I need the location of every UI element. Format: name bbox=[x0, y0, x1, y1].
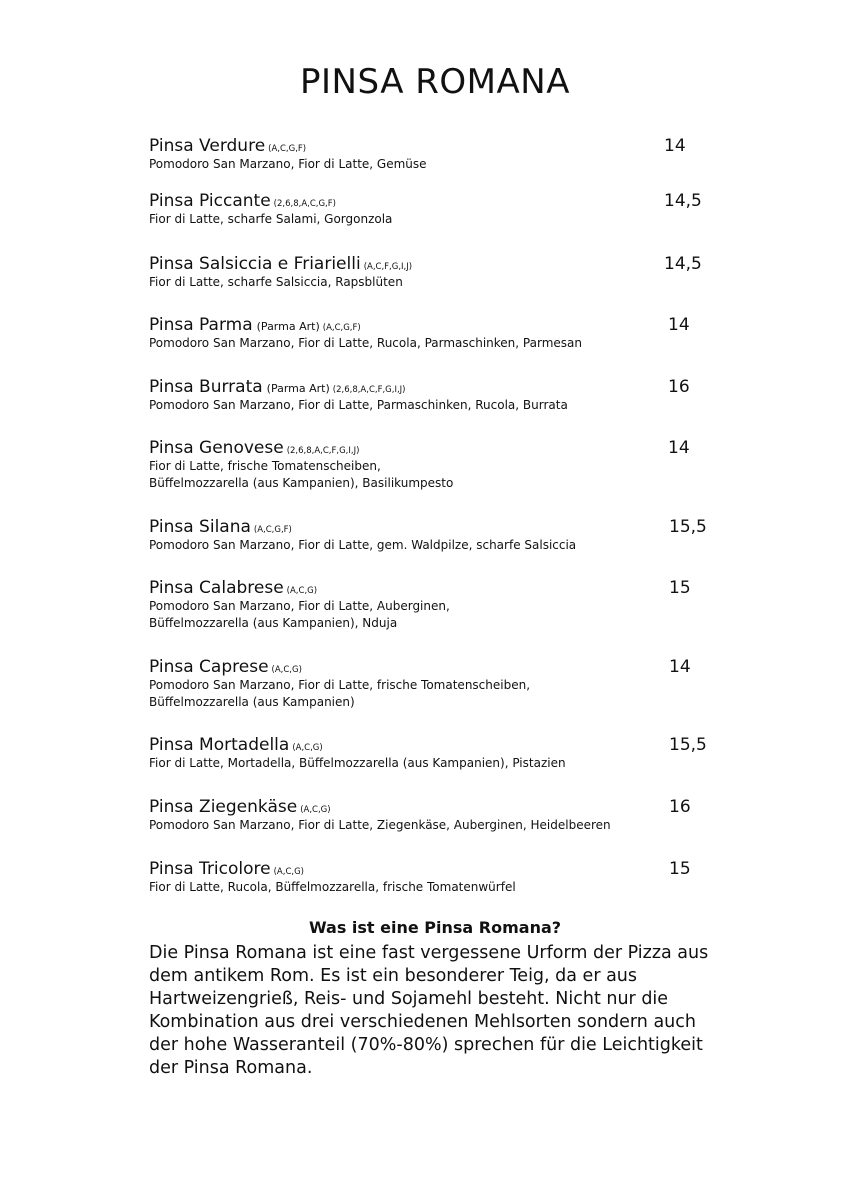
menu-item-tricolore bbox=[149, 857, 729, 896]
item-description bbox=[149, 397, 729, 414]
menu-item-calabrese bbox=[149, 576, 729, 632]
item-description bbox=[149, 274, 729, 291]
item-description-line: Pomodoro San Marzano, Fior di Latte, Auberginen, bbox=[149, 599, 450, 613]
item-description bbox=[149, 335, 729, 352]
menu-item-header bbox=[149, 576, 729, 600]
item-allergens: (2,6,8,A,C,F,G,I,J) bbox=[286, 446, 360, 456]
item-allergens: (2,6,8,A,C,F,G,I,J) bbox=[332, 385, 406, 395]
item-allergens: (A,C,G) bbox=[292, 743, 323, 753]
menu-item-header bbox=[149, 252, 729, 276]
item-description-line: Büffelmozzarella (aus Kampanien), Basilikumpesto bbox=[149, 476, 454, 490]
menu-item-silana bbox=[149, 515, 729, 554]
item-allergens: (A,C,G,F) bbox=[268, 144, 307, 154]
menu-item-header bbox=[149, 189, 729, 213]
menu-item-genovese bbox=[149, 436, 729, 492]
item-description bbox=[149, 156, 729, 173]
item-name: Pinsa Genovese bbox=[149, 438, 284, 458]
menu-item-header bbox=[149, 857, 729, 881]
item-name: Pinsa Tricolore bbox=[149, 859, 271, 879]
item-description bbox=[149, 677, 729, 711]
item-name: Pinsa Verdure bbox=[149, 136, 266, 156]
info-line: der Pinsa Romana. bbox=[149, 1058, 313, 1078]
item-name: Pinsa Parma bbox=[149, 315, 253, 335]
item-name: Pinsa Caprese bbox=[149, 657, 269, 677]
item-price: 16 bbox=[668, 377, 690, 397]
info-paragraph bbox=[149, 942, 724, 1080]
item-name: Pinsa Mortadella bbox=[149, 735, 290, 755]
item-description bbox=[149, 879, 729, 896]
info-heading: Was ist eine Pinsa Romana? bbox=[308, 918, 562, 937]
item-price: 15,5 bbox=[669, 517, 707, 537]
menu-item-burrata bbox=[149, 375, 729, 414]
menu-item-header bbox=[149, 795, 729, 819]
info-line: dem antikem Rom. Es ist ein besonderer Teig, da er aus bbox=[149, 966, 638, 986]
menu-item-header bbox=[149, 134, 729, 158]
item-price: 16 bbox=[669, 797, 691, 817]
menu-item-salsiccia bbox=[149, 252, 729, 291]
item-description-line: Fior di Latte, Rucola, Büffelmozzarella, frische Tomatenwürfel bbox=[149, 880, 516, 894]
menu-item-parma bbox=[149, 313, 729, 352]
item-note: (Parma Art) bbox=[256, 320, 320, 333]
item-price: 15 bbox=[669, 578, 691, 598]
menu-item-header bbox=[149, 436, 729, 460]
item-description-line: Pomodoro San Marzano, Fior di Latte, frische Tomatenscheiben, bbox=[149, 678, 531, 692]
item-description-line: Pomodoro San Marzano, Fior di Latte, gem. Waldpilze, scharfe Salsiccia bbox=[149, 538, 577, 552]
item-name: Pinsa Ziegenkäse bbox=[149, 797, 298, 817]
info-line: Kombination aus drei verschiedenen Mehlsorten sondern auch bbox=[149, 1012, 696, 1032]
item-name: Pinsa Burrata bbox=[149, 377, 263, 397]
page-title: PINSA ROMANA bbox=[300, 62, 570, 102]
info-line: Die Pinsa Romana ist eine fast vergessene Urform der Pizza aus bbox=[149, 943, 709, 963]
info-line: der hohe Wasseranteil (70%-80%) sprechen für die Leichtigkeit bbox=[149, 1035, 703, 1055]
item-note: (Parma Art) bbox=[266, 382, 330, 395]
item-description bbox=[149, 755, 729, 772]
item-price: 14,5 bbox=[664, 254, 702, 274]
item-name: Pinsa Silana bbox=[149, 517, 251, 537]
menu-item-header bbox=[149, 733, 729, 757]
item-description-line: Büffelmozzarella (aus Kampanien) bbox=[149, 695, 355, 709]
item-description-line: Pomodoro San Marzano, Fior di Latte, Parmaschinken, Rucola, Burrata bbox=[149, 398, 568, 412]
item-description bbox=[149, 537, 729, 554]
menu-item-caprese bbox=[149, 655, 729, 711]
item-description bbox=[149, 817, 729, 834]
item-price: 14 bbox=[668, 438, 690, 458]
item-description-line: Fior di Latte, Mortadella, Büffelmozzarella (aus Kampanien), Pistazien bbox=[149, 756, 566, 770]
item-allergens: (A,C,F,G,I,J) bbox=[363, 262, 413, 272]
info-line: Hartweizengrieß, Reis- und Sojamehl besteht. Nicht nur die bbox=[149, 989, 669, 1009]
menu-item-ziegenkaese bbox=[149, 795, 729, 834]
item-price: 14,5 bbox=[664, 191, 702, 211]
item-description-line: Pomodoro San Marzano, Fior di Latte, Rucola, Parmaschinken, Parmesan bbox=[149, 336, 582, 350]
item-allergens: (A,C,G) bbox=[286, 586, 318, 596]
item-description bbox=[149, 458, 729, 492]
item-allergens: (2,6,8,A,C,G,F) bbox=[273, 199, 336, 209]
item-name: Pinsa Piccante bbox=[149, 191, 271, 211]
item-allergens: (A,C,G,F) bbox=[322, 323, 361, 333]
item-price: 14 bbox=[668, 315, 690, 335]
item-description bbox=[149, 211, 729, 228]
menu-item-header bbox=[149, 375, 729, 399]
item-description-line: Fior di Latte, scharfe Salami, Gorgonzola bbox=[149, 212, 393, 226]
item-name: Pinsa Calabrese bbox=[149, 578, 284, 598]
item-allergens: (A,C,G) bbox=[271, 665, 302, 675]
item-description-line: Fior di Latte, frische Tomatenscheiben, bbox=[149, 459, 381, 473]
item-description-line: Fior di Latte, scharfe Salsiccia, Rapsblüten bbox=[149, 275, 403, 289]
menu-item-piccante bbox=[149, 189, 729, 228]
item-price: 14 bbox=[669, 657, 691, 677]
item-allergens: (A,C,G,F) bbox=[253, 525, 292, 535]
item-price: 14 bbox=[664, 136, 686, 156]
item-name: Pinsa Salsiccia e Friarielli bbox=[149, 254, 361, 274]
menu-item-verdure bbox=[149, 134, 729, 173]
item-description-line: Büffelmozzarella (aus Kampanien), Nduja bbox=[149, 616, 398, 630]
item-price: 15,5 bbox=[669, 735, 707, 755]
item-allergens: (A,C,G) bbox=[300, 805, 331, 815]
item-description-line: Pomodoro San Marzano, Fior di Latte, Gemüse bbox=[149, 157, 427, 171]
item-price: 15 bbox=[669, 859, 691, 879]
menu-item-header bbox=[149, 515, 729, 539]
menu-item-mortadella bbox=[149, 733, 729, 772]
item-allergens: (A,C,G) bbox=[273, 867, 304, 877]
menu-item-header bbox=[149, 313, 729, 337]
item-description-line: Pomodoro San Marzano, Fior di Latte, Ziegenkäse, Auberginen, Heidelbeeren bbox=[149, 818, 611, 832]
item-description bbox=[149, 598, 729, 632]
menu-item-header bbox=[149, 655, 729, 679]
